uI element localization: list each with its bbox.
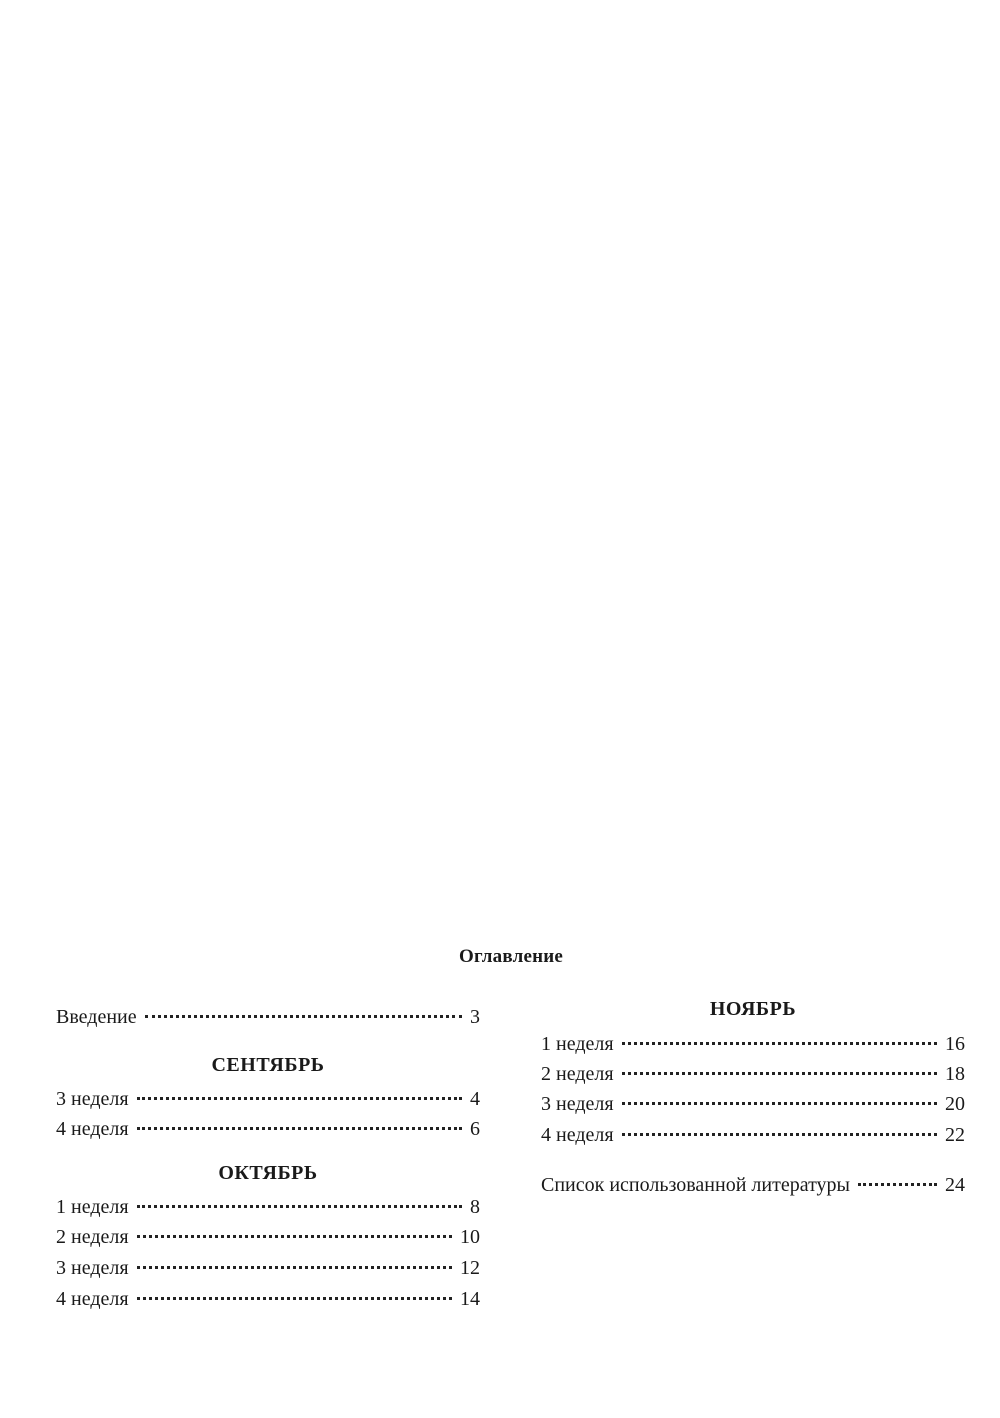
month-heading-september: СЕНТЯБРЬ	[211, 1054, 325, 1076]
toc-entry-october-week1[interactable]	[56, 1187, 480, 1218]
toc-entry-label: 4 неделя	[541, 1124, 614, 1146]
toc-entry-october-week3[interactable]	[56, 1248, 480, 1279]
toc-entry-label: Введение	[56, 1006, 137, 1028]
toc-entry-label: 1 неделя	[56, 1196, 129, 1218]
toc-entry-november-week2[interactable]	[541, 1054, 965, 1085]
toc-entry-page: 24	[945, 1174, 965, 1196]
dot-leader	[622, 1024, 937, 1050]
toc-entry-label: Список использованной литературы	[541, 1174, 850, 1196]
toc-entry-page: 16	[945, 1033, 965, 1055]
toc-entry-label: 4 неделя	[56, 1288, 129, 1310]
toc-entry-october-week2[interactable]	[56, 1217, 480, 1248]
dot-leader	[137, 1187, 462, 1213]
toc-entry-label: 2 неделя	[541, 1063, 614, 1085]
toc-entry-page: 10	[460, 1226, 480, 1248]
toc-entry-label: 2 неделя	[56, 1226, 129, 1248]
toc-entry-label: 3 неделя	[541, 1093, 614, 1115]
toc-entry-page: 22	[945, 1124, 965, 1146]
toc-entry-page: 6	[470, 1118, 480, 1140]
toc-entry-references[interactable]	[541, 1165, 965, 1196]
toc-entry-page: 8	[470, 1196, 480, 1218]
toc-entry-november-week1[interactable]	[541, 1024, 965, 1055]
toc-entry-page: 4	[470, 1088, 480, 1110]
toc-entry-label: 1 неделя	[541, 1033, 614, 1055]
dot-leader	[622, 1115, 937, 1141]
dot-leader	[137, 1248, 452, 1274]
dot-leader	[622, 1054, 937, 1080]
dot-leader	[137, 1279, 452, 1305]
toc-entry-october-week4[interactable]	[56, 1279, 480, 1310]
dot-leader	[137, 1217, 452, 1243]
month-heading-november: НОЯБРЬ	[709, 998, 797, 1020]
toc-entry-label: 4 неделя	[56, 1118, 129, 1140]
toc-title: Оглавление	[458, 946, 564, 967]
month-heading-october: ОКТЯБРЬ	[218, 1162, 318, 1184]
toc-entry-page: 12	[460, 1257, 480, 1279]
toc-entry-page: 3	[470, 1006, 480, 1028]
dot-leader	[858, 1165, 937, 1191]
toc-entry-september-week3[interactable]	[56, 1079, 480, 1110]
toc-entry-page: 20	[945, 1093, 965, 1115]
toc-entry-november-week4[interactable]	[541, 1115, 965, 1146]
dot-leader	[137, 1079, 462, 1105]
toc-entry-september-week4[interactable]	[56, 1109, 480, 1140]
toc-entry-label: 3 неделя	[56, 1088, 129, 1110]
dot-leader	[137, 1109, 462, 1135]
toc-entry-intro[interactable]	[56, 997, 480, 1028]
toc-entry-label: 3 неделя	[56, 1257, 129, 1279]
dot-leader	[622, 1084, 937, 1110]
toc-entry-page: 14	[460, 1288, 480, 1310]
toc-entry-page: 18	[945, 1063, 965, 1085]
toc-entry-november-week3[interactable]	[541, 1084, 965, 1115]
dot-leader	[145, 997, 462, 1023]
